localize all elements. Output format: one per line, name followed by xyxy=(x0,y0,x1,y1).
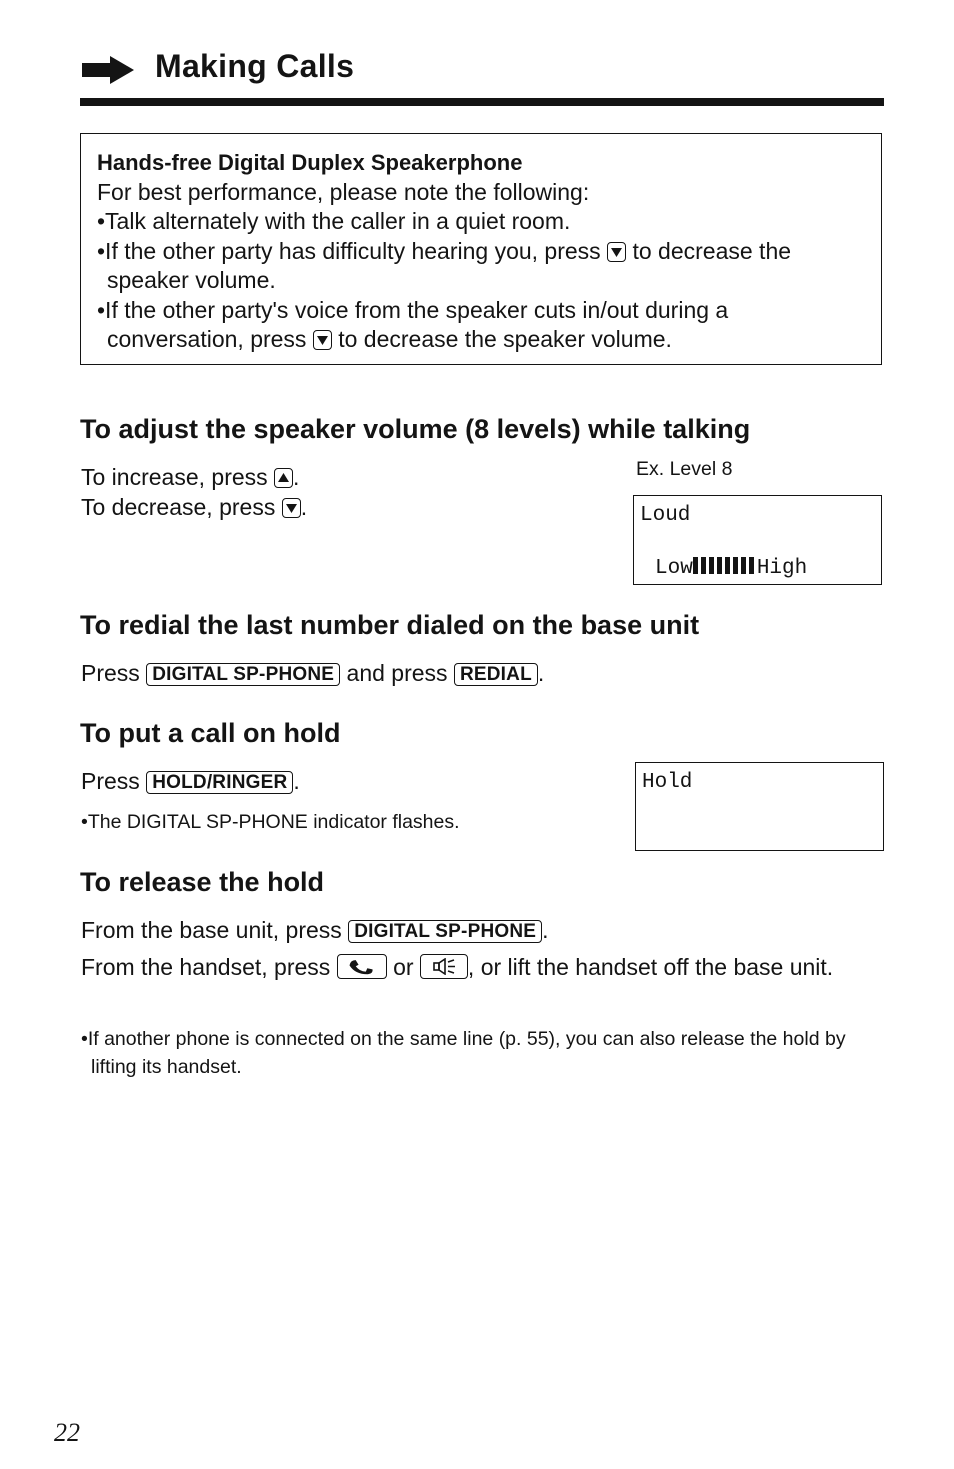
volume-display-low: Low xyxy=(655,557,693,580)
volume-decrease-text: To decrease, press xyxy=(81,494,276,520)
volume-level-bar xyxy=(701,557,706,574)
volume-display-high: High xyxy=(756,557,808,580)
volume-down-key xyxy=(313,330,332,350)
volume-level-bar xyxy=(749,557,754,574)
hold-display xyxy=(635,762,884,851)
volume-level-bar xyxy=(725,557,730,574)
hold-end: . xyxy=(293,768,300,794)
release-note: •If another phone is connected on the same line (p. 55), you can also release the hold by lifting its handset. xyxy=(81,1028,846,1078)
hold-instruction xyxy=(81,766,300,796)
volume-level-bar xyxy=(709,557,714,574)
volume-increase-text: To increase, press xyxy=(81,464,268,490)
volume-display-scale xyxy=(655,557,807,581)
note-intro: For best performance, please note the following: xyxy=(97,178,590,205)
page-number: 22 xyxy=(54,1418,80,1447)
volume-level-bar xyxy=(717,557,722,574)
volume-decrease-period: . xyxy=(300,494,308,520)
title-rule xyxy=(80,98,884,106)
release-base-instruction xyxy=(81,915,549,945)
example-label: Ex. Level 8 xyxy=(636,458,733,480)
release-or-text: or xyxy=(393,954,414,980)
note-bullet-cuts-text-b: to decrease the speaker volume. xyxy=(338,326,672,352)
note-bullet-hearing-text-b: to decrease the speaker volume. xyxy=(107,237,792,293)
digital-sp-phone-key: DIGITAL SP-PHONE xyxy=(146,663,340,686)
release-base-end: . xyxy=(542,917,549,943)
note-title: Hands-free Digital Duplex Speakerphone xyxy=(97,150,523,175)
volume-up-key xyxy=(274,468,293,488)
phone-handset-icon xyxy=(337,954,387,979)
volume-heading: To adjust the speaker volume (8 levels) while talking xyxy=(80,414,751,444)
volume-display xyxy=(633,495,882,585)
hold-heading: To put a call on hold xyxy=(80,718,341,748)
arrow-right-icon xyxy=(82,56,134,84)
redial-heading: To redial the last number dialed on the base unit xyxy=(80,610,700,640)
release-handset-end: , or lift the handset off the base unit. xyxy=(467,954,834,980)
note-bullet-hearing xyxy=(97,237,867,296)
volume-level-bar xyxy=(733,557,738,574)
volume-increase-line xyxy=(81,462,299,492)
page-title: Making Calls xyxy=(155,48,355,84)
release-handset-instruction xyxy=(81,952,871,982)
speakerphone-note-box xyxy=(80,133,882,365)
hold-ringer-key: HOLD/RINGER xyxy=(146,771,293,794)
volume-down-key xyxy=(282,498,301,518)
volume-level-bars xyxy=(693,557,757,581)
volume-level-bar xyxy=(693,557,698,574)
volume-display-loud: Loud xyxy=(640,504,691,527)
speaker-icon xyxy=(420,954,468,979)
note-bullet-quiet-room: •Talk alternately with the caller in a quiet room. xyxy=(97,208,571,234)
release-base-text: From the base unit, press xyxy=(81,917,342,943)
note-bullet-cuts-text-a: •If the other party's voice from the speaker cuts in/out during a conversation, press xyxy=(97,296,729,352)
volume-increase-period: . xyxy=(293,464,300,490)
redial-end: . xyxy=(537,660,545,686)
volume-decrease-line xyxy=(81,492,307,522)
hold-press-text: Press xyxy=(81,768,140,794)
release-heading: To release the hold xyxy=(80,867,325,897)
note-bullet-cuts xyxy=(97,296,867,355)
release-handset-text: From the handset, press xyxy=(81,954,331,980)
redial-instruction xyxy=(81,658,544,688)
hold-display-text: Hold xyxy=(642,771,693,794)
volume-level-bar xyxy=(741,557,746,574)
redial-press-text: Press xyxy=(81,660,140,686)
note-bullet-hearing-text-a: •If the other party has difficulty hearing you, press xyxy=(97,237,601,264)
digital-sp-phone-key: DIGITAL SP-PHONE xyxy=(348,920,542,943)
redial-and-press-text: and press xyxy=(346,660,448,686)
hold-note: •The DIGITAL SP-PHONE indicator flashes. xyxy=(81,811,460,833)
volume-down-key xyxy=(607,242,626,262)
redial-key: REDIAL xyxy=(454,663,538,686)
